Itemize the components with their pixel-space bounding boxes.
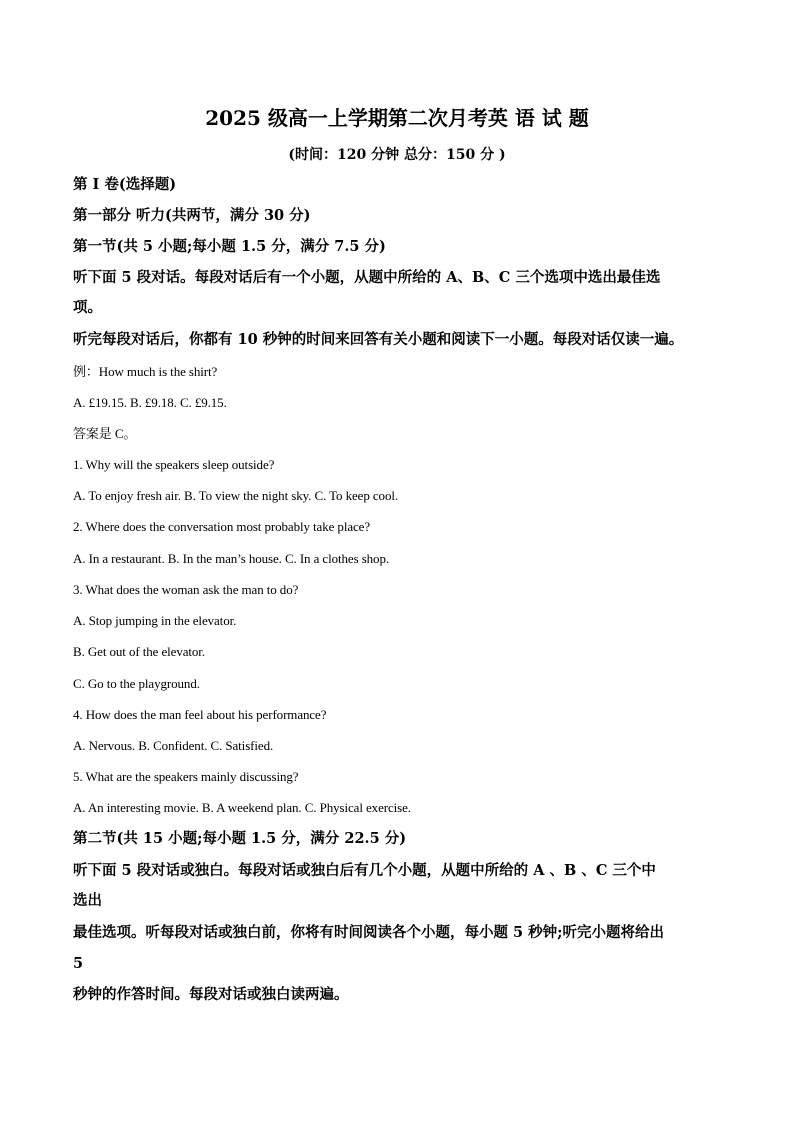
- question-3-option-a: A. Stop jumping in the elevator.: [73, 613, 237, 628]
- section-one-heading: 第一节(共 5 小题;每小题 1.5 分，满分 7.5 分): [73, 238, 386, 255]
- question-4-options: A. Nervous. B. Confident. C. Satisfied.: [73, 738, 274, 753]
- example-question: 例：How much is the shirt?: [73, 364, 218, 379]
- section-two-instruction-line-1: 听下面 5 段对话或独白。每段对话或独白后有几个小题，从题中所给的 A 、B 、C 三个中: [73, 862, 656, 879]
- section-one-instruction-line-2: 项。: [73, 299, 102, 316]
- section-two-instruction-line-5: 秒钟的作答时间。每段对话或独白读两遍。: [73, 986, 349, 1003]
- part-one-heading: 第一部分 听力(共两节，满分 30 分): [73, 207, 311, 224]
- question-5-options: A. An interesting movie. B. A weekend plan. C. Physical exercise.: [73, 800, 411, 815]
- section-two-instruction-line-4: 5: [73, 955, 84, 972]
- question-1: 1. Why will the speakers sleep outside?: [73, 457, 275, 472]
- question-3: 3. What does the woman ask the man to do?: [73, 582, 299, 597]
- example-answer: 答案是 C。: [73, 426, 137, 441]
- question-2: 2. Where does the conversation most probably take place?: [73, 519, 371, 534]
- question-3-option-b: B. Get out of the elevator.: [73, 644, 205, 659]
- question-1-options: A. To enjoy fresh air. B. To view the night sky. C. To keep cool.: [73, 488, 399, 503]
- question-5: 5. What are the speakers mainly discussing?: [73, 769, 299, 784]
- section-two-instruction-line-3: 最佳选项。听每段对话或独白前，你将有时间阅读各个小题，每小题 5 秒钟;听完小题将给出: [73, 924, 665, 941]
- exam-title: 2025 级高一上学期第二次月考英 语 试 题: [205, 106, 589, 130]
- exam-time-and-score: (时间：120 分钟 总分：150 分 ): [288, 147, 506, 163]
- volume-heading: 第 I 卷(选择题): [73, 176, 177, 193]
- example-options: A. £19.15. B. £9.18. C. £9.15.: [73, 395, 227, 410]
- question-2-options: A. In a restaurant. B. In the man’s house. C. In a clothes shop.: [73, 551, 390, 566]
- section-one-instruction-line-1: 听下面 5 段对话。每段对话后有一个小题，从题中所给的 A、B、C 三个选项中选出最佳选: [73, 269, 661, 286]
- question-3-option-c: C. Go to the playground.: [73, 676, 200, 691]
- section-one-instruction-line-3: 听完每段对话后，你都有 10 秒钟的时间来回答有关小题和阅读下一小题。每段对话仅读一遍。: [73, 331, 684, 348]
- section-two-heading: 第二节(共 15 小题;每小题 1.5 分，满分 22.5 分): [73, 830, 407, 847]
- section-two-instruction-line-2: 选出: [73, 892, 102, 909]
- question-4: 4. How does the man feel about his performance?: [73, 707, 327, 722]
